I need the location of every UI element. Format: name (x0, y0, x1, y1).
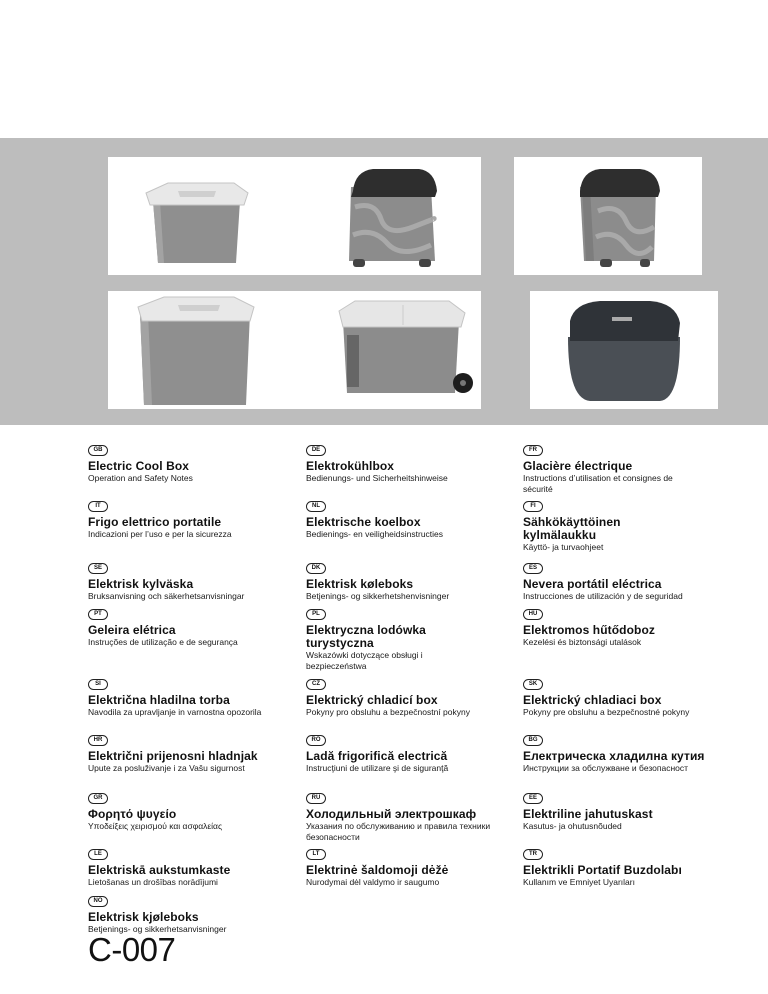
language-title: Elektrische koelbox (306, 515, 421, 529)
language-title: Elektrický chladicí box (306, 693, 438, 707)
language-title: Електрическа хладилна кутия (523, 749, 705, 763)
language-title: Elektrisk kylväska (88, 577, 194, 591)
language-title: Glacière électrique (523, 459, 633, 473)
language-title: Elektrický chladiaci box (523, 693, 662, 707)
cool-box-wheeled-illustration (293, 291, 481, 409)
language-subtitle: Betjenings- og sikkerhetshenvisninger (306, 591, 450, 601)
model-number: C-007 (88, 931, 176, 968)
language-title: Električna hladilna torba (88, 693, 230, 707)
language-title: Electric Cool Box (88, 459, 190, 473)
language-subtitle: Instrucciones de utilización y de seguridad (523, 591, 683, 601)
language-title: Elektryczna lodówka turystyczna (306, 623, 426, 650)
language-entry-gr (88, 786, 310, 832)
language-entry-se (88, 556, 310, 602)
language-subtitle: Bedienings- en veiligheidsinstructies (306, 529, 444, 539)
cool-box-light-lid-tall-illustration (108, 291, 296, 409)
product-photo-2 (293, 157, 481, 275)
language-subtitle: Lietošanas un drošības norādījumi (88, 877, 218, 887)
language-subtitle: Operation and Safety Notes (88, 473, 193, 483)
language-title: Ladă frigorifică electrică (306, 749, 448, 763)
language-entry-ee (523, 786, 745, 832)
language-subtitle: Instrucţiuni de utilizare şi de siguranţă (306, 763, 449, 773)
language-title: Φορητό ψυγείο (88, 807, 177, 821)
language-badge: DK (306, 563, 326, 574)
language-badge: EE (523, 793, 543, 804)
language-entry-hu (523, 602, 745, 648)
language-entry-si (88, 672, 310, 718)
cool-box-dark-lid-wave-illustration (293, 157, 481, 275)
language-entry-tr (523, 842, 763, 888)
language-title: Elektrinė šaldomoji dėžė (306, 863, 449, 877)
language-title: Nevera portátil eléctrica (523, 577, 662, 591)
language-subtitle: Upute za posluživanje i za Vašu sigurnost (88, 763, 245, 773)
language-entry-es (523, 556, 763, 602)
product-photo-4 (108, 291, 296, 409)
language-entry-ru (306, 786, 528, 842)
language-badge: SE (88, 563, 108, 574)
language-badge: NO (88, 896, 108, 907)
language-subtitle: Betjenings- og sikkerhetsanvisninger (88, 924, 227, 934)
language-title: Elektriline jahutuskast (523, 807, 653, 821)
language-badge: DE (306, 445, 326, 456)
product-photo-1 (108, 157, 296, 275)
language-badge: HR (88, 735, 108, 746)
language-subtitle: Bruksanvisning och säkerhetsanvisningar (88, 591, 245, 601)
language-entry-pt (88, 602, 310, 648)
language-subtitle: Инструкции за обслужване и безопасност (523, 763, 689, 773)
language-subtitle: Kezelési és biztonsági utalások (523, 637, 642, 647)
language-badge: NL (306, 501, 326, 512)
language-entry-gb (88, 438, 310, 484)
language-entry-dk (306, 556, 528, 602)
language-entry-bg (523, 728, 763, 774)
language-subtitle: Instructions d’utilisation et consignes de sécurité (523, 473, 673, 494)
language-badge: IT (88, 501, 108, 512)
language-entry-le (88, 842, 310, 888)
language-subtitle: Указания по обслуживанию и правила техники безопасности (306, 821, 491, 842)
language-entry-it (88, 494, 310, 540)
language-entry-hr (88, 728, 310, 774)
language-badge: GR (88, 793, 108, 804)
language-subtitle: Pokyny pre obsluhu a bezpečnostné pokyny (523, 707, 690, 717)
language-entry-fi (523, 494, 745, 553)
language-title: Elektrisk kjøleboks (88, 910, 199, 924)
language-title: Холодильный электрошкаф (306, 807, 477, 821)
cool-box-dark-lid-wave-side-illustration (514, 157, 702, 275)
language-subtitle: Nurodymai dėl valdymo ir saugumo (306, 877, 440, 887)
language-badge: HU (523, 609, 543, 620)
language-subtitle: Indicazioni per l’uso e per la sicurezza (88, 529, 232, 539)
language-entry-sk (523, 672, 763, 718)
language-entry-pl (306, 602, 528, 671)
language-title: Sähkökäyttöinen kylmälaukku (523, 515, 621, 542)
language-title: Geleira elétrica (88, 623, 176, 637)
language-badge: FI (523, 501, 543, 512)
product-photo-6 (530, 291, 718, 409)
language-entry-de (306, 438, 528, 484)
language-subtitle: Υποδείξεις χειρισμού και ασφαλείας (88, 821, 223, 831)
language-title: Električni prijenosni hladnjak (88, 749, 258, 763)
product-photo-3 (514, 157, 702, 275)
language-badge: TR (523, 849, 543, 860)
language-entry-ro (306, 728, 528, 774)
language-entry-nl (306, 494, 528, 540)
language-badge: SI (88, 679, 108, 690)
language-title: Elektromos hűtődoboz (523, 623, 655, 637)
language-badge: LE (88, 849, 108, 860)
language-title: Elektriskā aukstumkaste (88, 863, 231, 877)
language-badge: FR (523, 445, 543, 456)
language-subtitle: Kullanım ve Emniyet Uyarıları (523, 877, 635, 887)
language-title: Elektrisk køleboks (306, 577, 414, 591)
language-subtitle: Instruções de utilização e de segurança (88, 637, 238, 647)
cool-box-light-lid-small-illustration (108, 157, 296, 275)
language-entry-no (88, 889, 310, 935)
language-title: Elektrikli Portatif Buzdolabı (523, 863, 682, 877)
language-badge: RO (306, 735, 326, 746)
language-subtitle: Pokyny pro obsluhu a bezpečnostní pokyny (306, 707, 470, 717)
language-badge: BG (523, 735, 543, 746)
language-subtitle: Wskazówki dotyczące obsługi i bezpieczeństwa (306, 650, 423, 671)
language-badge: SK (523, 679, 543, 690)
language-badge: ES (523, 563, 543, 574)
language-subtitle: Kasutus- ja ohutusnõuded (523, 821, 622, 831)
product-photo-5 (293, 291, 481, 409)
language-subtitle: Bedienungs- und Sicherheitshinweise (306, 473, 448, 483)
language-subtitle: Käyttö- ja turvaohjeet (523, 542, 604, 552)
language-subtitle: Navodila za upravljanje in varnostna opozorila (88, 707, 262, 717)
language-badge: CZ (306, 679, 326, 690)
language-badge: PL (306, 609, 326, 620)
language-entry-lt (306, 842, 528, 888)
language-entry-fr (523, 438, 745, 494)
language-title: Frigo elettrico portatile (88, 515, 222, 529)
language-entry-cz (306, 672, 528, 718)
language-title: Elektrokühlbox (306, 459, 395, 473)
language-badge: RU (306, 793, 326, 804)
language-badge: PT (88, 609, 108, 620)
language-badge: GB (88, 445, 108, 456)
language-badge: LT (306, 849, 326, 860)
cool-box-dark-rounded-illustration (530, 291, 718, 409)
